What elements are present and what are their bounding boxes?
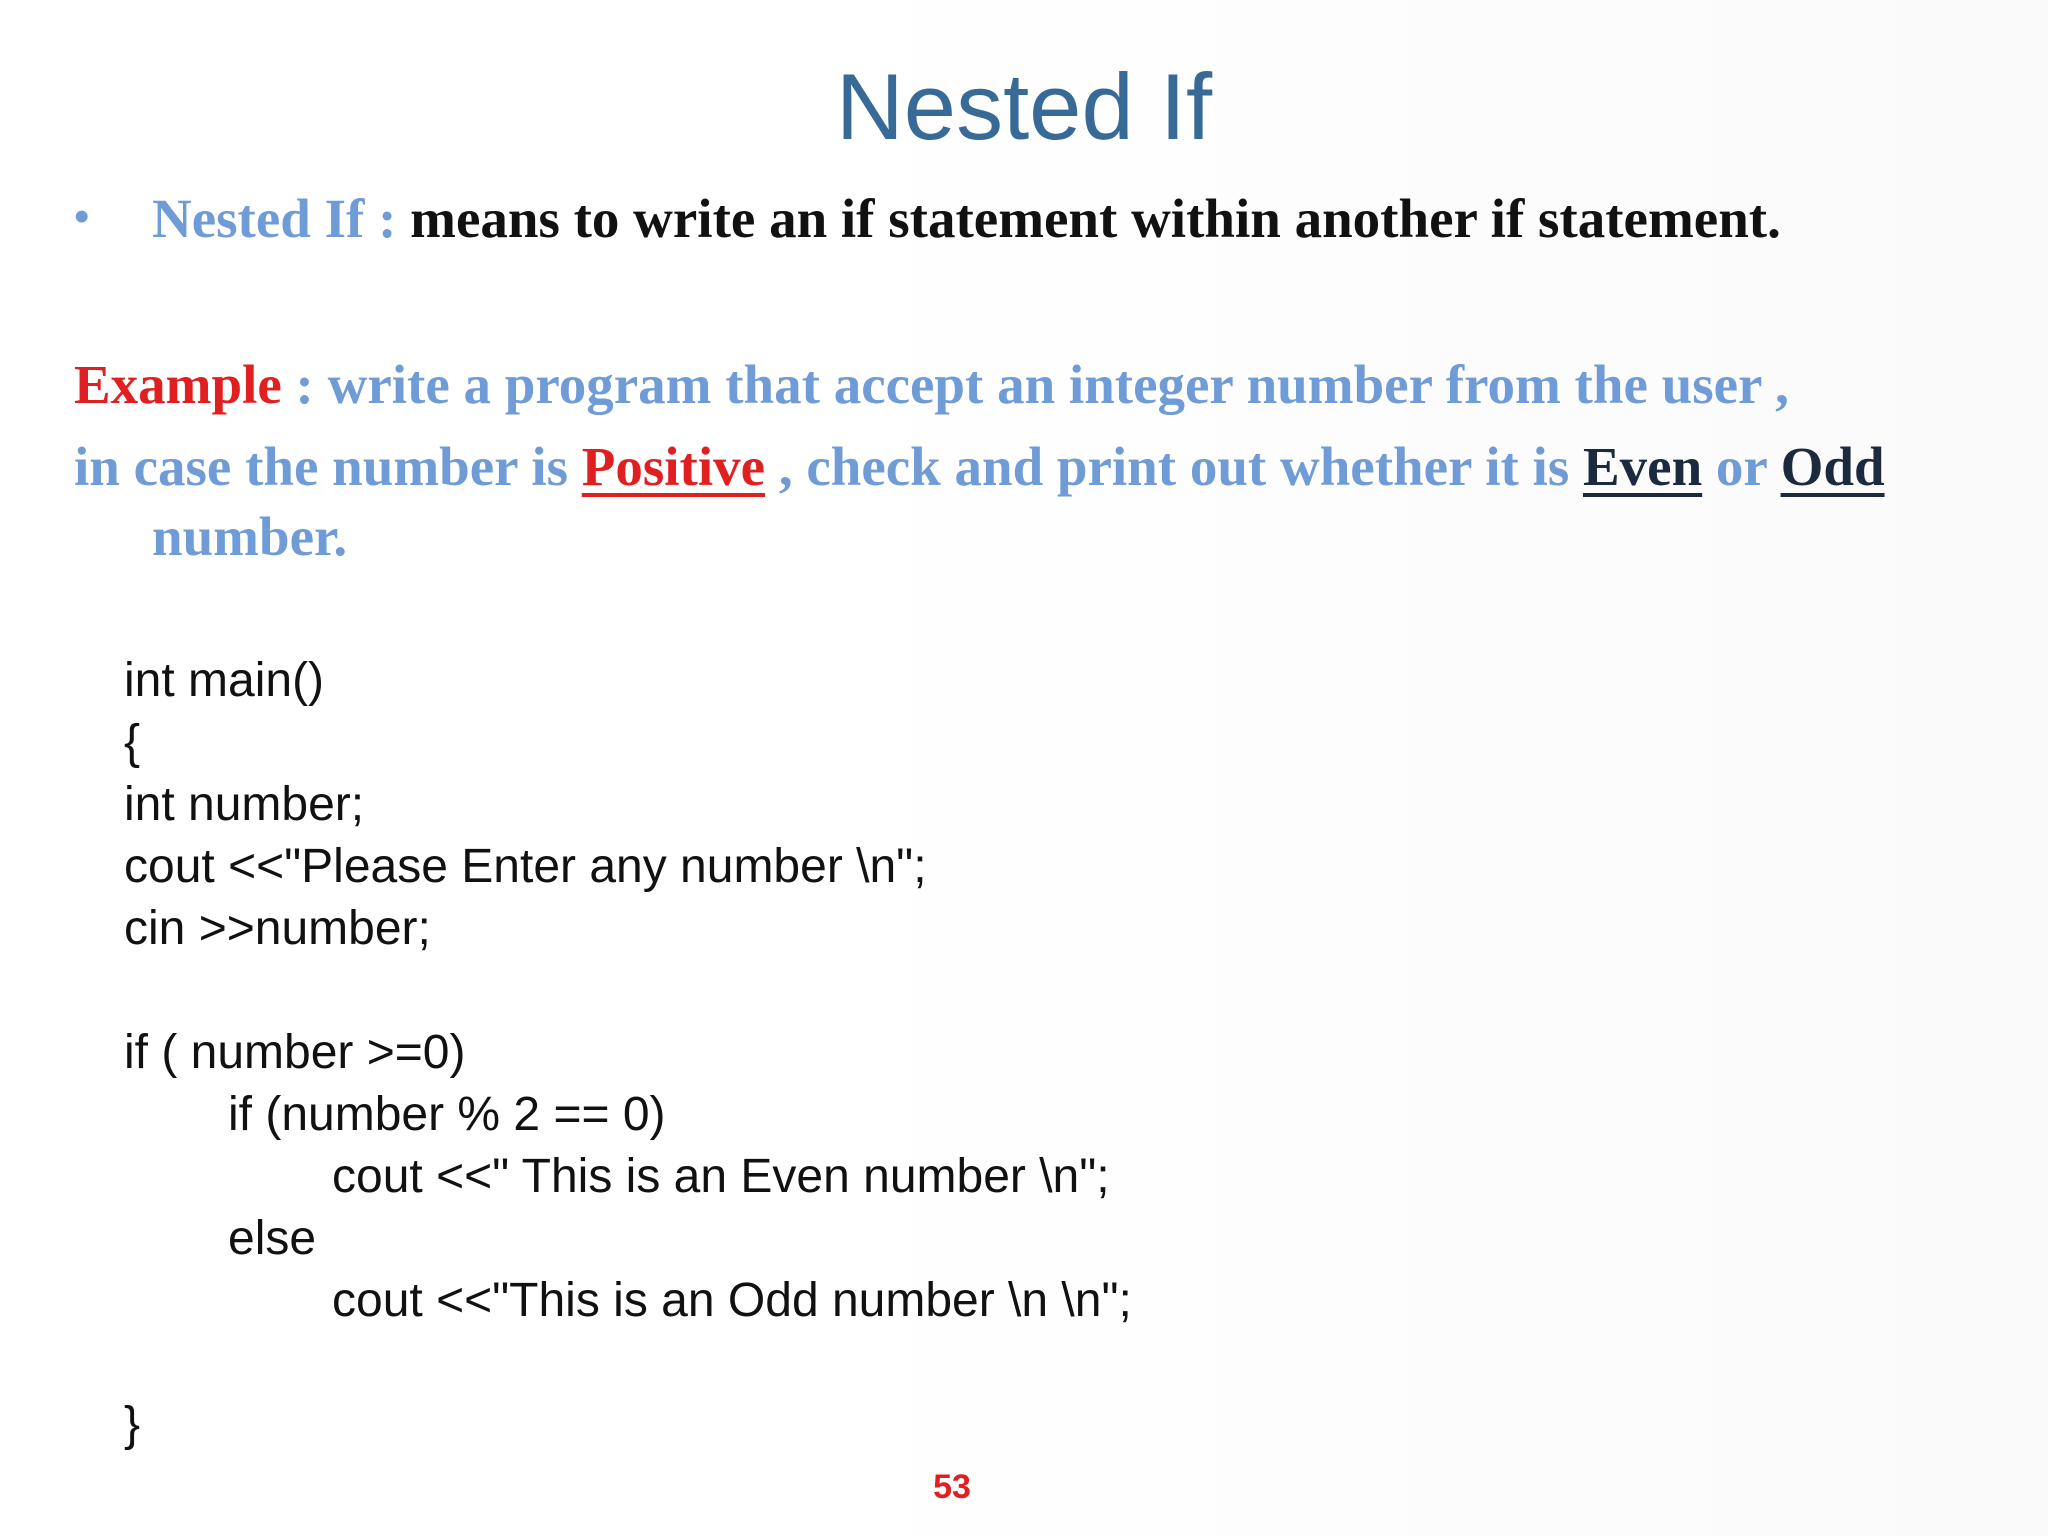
odd-keyword: Odd <box>1780 436 1885 497</box>
code-line: cout <<"Please Enter any number \n"; <box>124 840 927 893</box>
code-blank-line <box>124 960 1132 1022</box>
code-block <box>124 650 1132 1456</box>
example-line-3: number. <box>152 506 348 567</box>
definition-bullet <box>74 186 2034 256</box>
code-line: int main() <box>124 654 325 707</box>
example-line-1-text: : write a program that accept an integer number from the user , <box>295 354 1789 415</box>
code-line: else <box>228 1212 317 1265</box>
example-label: Example <box>74 354 282 415</box>
even-keyword: Even <box>1582 436 1703 497</box>
example-line-2-pre: in case the number is <box>74 436 569 497</box>
code-line: cin >>number; <box>124 902 431 955</box>
bullet-dot-icon: • <box>74 192 90 241</box>
slide-title: Nested If <box>835 54 1213 159</box>
positive-keyword: Positive <box>581 436 766 497</box>
example-line-1 <box>74 352 2034 418</box>
example-line-2 <box>74 434 2034 500</box>
code-line: { <box>124 716 141 769</box>
code-line: cout <<" This is an Even number \n"; <box>332 1150 1110 1203</box>
code-line: int number; <box>124 778 365 831</box>
example-line-2-mid: , check and print out whether it is <box>778 436 1570 497</box>
or-word: or <box>1715 436 1767 497</box>
code-line: cout <<"This is an Odd number \n \n"; <box>332 1274 1132 1327</box>
example-block <box>74 352 2034 570</box>
code-line: } <box>124 1398 141 1451</box>
bullet-definition: means to write an if statement within another if statement. <box>410 188 1781 249</box>
code-line: if (number % 2 == 0) <box>228 1088 666 1141</box>
bullet-term: Nested If : <box>152 188 397 249</box>
code-blank-line <box>124 1332 1132 1394</box>
page-number: 53 <box>933 1468 971 1506</box>
code-line: if ( number >=0) <box>124 1026 466 1079</box>
